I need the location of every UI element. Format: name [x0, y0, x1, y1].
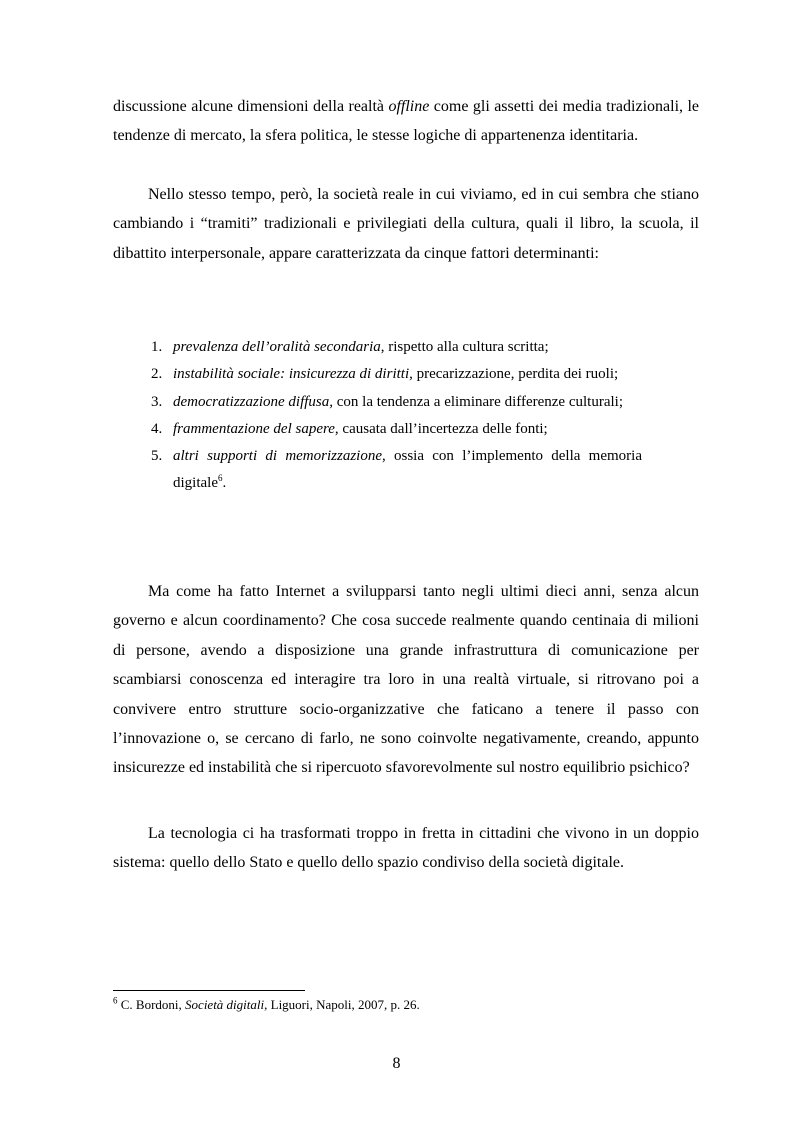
list-number: 2. — [151, 366, 163, 383]
text-run: come gli assetti dei media tradizionali, le tendenze di mercato, la sfera politica, le stesse logiche di appartenenza identitaria. — [113, 98, 700, 145]
list-text: , precarizzazione, perdita dei ruoli; — [409, 366, 619, 383]
list-italic-term: altri supporti di memorizzazione — [173, 448, 382, 465]
footnote-separator — [113, 990, 305, 991]
list-item — [151, 361, 642, 388]
list-italic-term: frammentazione del sapere — [173, 420, 335, 437]
list-text: . — [222, 475, 227, 492]
paragraph-intro-factors: Nello stesso tempo, però, la società reale in cui viviamo, ed in cui sembra che stiano cambiando i “tramiti” tradizionali e privilegiati della cultura, quali il libro, la scuola, il dibattito interpersonale, appare caratterizzata da cinque fattori determinanti: — [113, 186, 699, 262]
italic-term: offline — [388, 98, 430, 115]
list-number: 1. — [151, 339, 163, 355]
list-item — [151, 443, 642, 498]
paragraph-internet-question: Ma come ha fatto Internet a svilupparsi tanto negli ultimi dieci anni, senza alcun governo e alcun coordinamento? Che cosa succede realmente quando centinaia di milioni di persone, avendo a disposizione una grande infrastruttura di comunicazione per scambiarsi conoscenza ed interagire tra loro in una realtà virtuale, si ritrovano poi a convivere entro strutture socio-organizzative che faticano a tenere il passo con l’innovazione o, se cercano di farlo, ne sono coinvolte negativamente, creando, appunto insicurezze ed instabilità che si ripercuoto sfavorevolmente sul nostro equilibrio psichico? — [113, 583, 699, 777]
footnote-marker: 6 — [113, 995, 118, 1006]
list-text: , ossia con l’implemento della memoria digitale — [173, 448, 642, 492]
text-run: discussione alcune dimensioni della realtà — [113, 98, 389, 115]
footnote-italic-title: Società digitali — [185, 997, 265, 1012]
footnote-text: , Liguori, Napoli, 2007, p. 26. — [264, 997, 420, 1012]
list-text: , causata dall’incertezza delle fonti; — [334, 420, 548, 437]
paragraph-continuation — [113, 92, 699, 151]
list-item — [151, 389, 642, 416]
footnote-text: C. Bordoni, — [117, 997, 186, 1012]
footnote-reference[interactable]: 6 — [218, 473, 223, 484]
list-item — [151, 416, 642, 443]
list-text: , rispetto alla cultura scritta; — [380, 339, 549, 355]
factors-list — [151, 334, 642, 498]
list-text: con la tendenza a eliminare differenze culturali; — [333, 393, 623, 410]
list-number: 4. — [151, 420, 163, 437]
page-number: 8 — [392, 1055, 401, 1072]
paragraph-conclusion: La tecnologia ci ha trasformati troppo in fretta in cittadini che vivono in un doppio sistema: quello dello Stato e quello dello spazio condiviso della società digitale. — [113, 825, 699, 872]
list-italic-term: prevalenza dell’oralità secondaria — [173, 339, 381, 355]
list-item — [151, 334, 642, 361]
list-number: 5. — [151, 448, 163, 465]
list-number: 3. — [151, 393, 163, 410]
list-italic-term: instabilità sociale: insicurezza di diritti — [173, 366, 410, 383]
list-italic-term: democratizzazione diffusa, — [173, 393, 333, 410]
footnote — [113, 996, 699, 1014]
